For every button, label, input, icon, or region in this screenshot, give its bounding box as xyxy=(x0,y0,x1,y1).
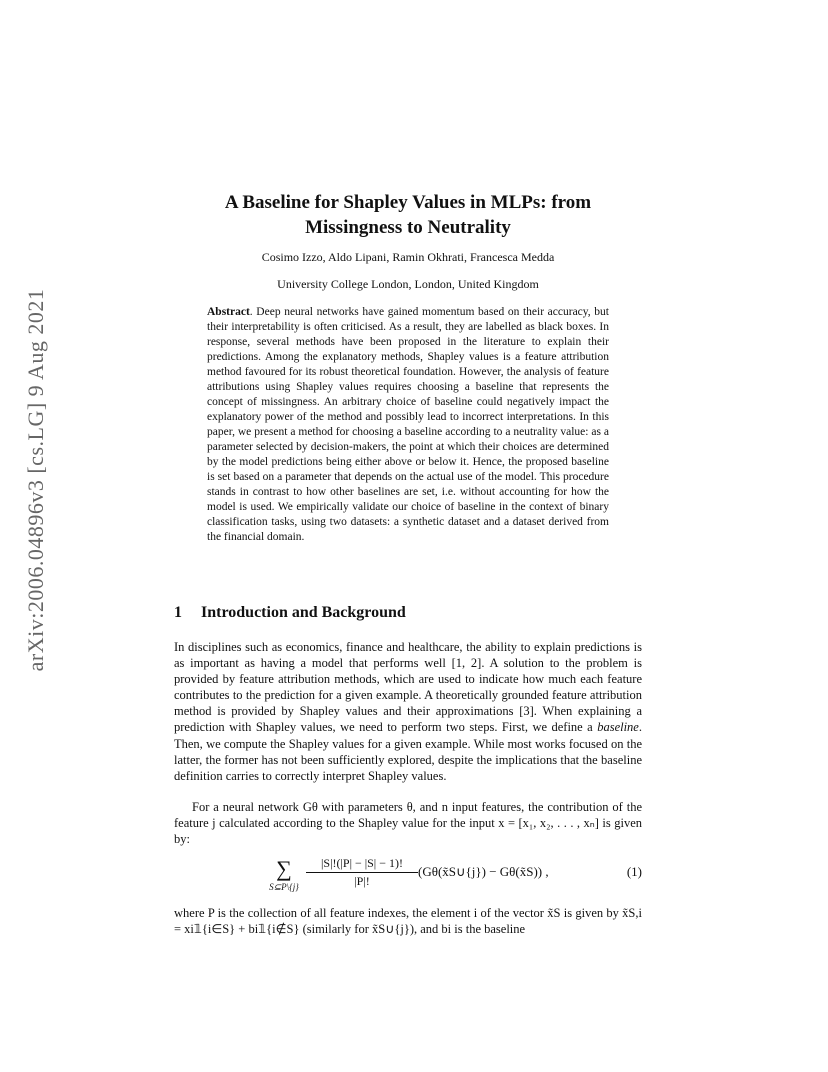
title-line-2: Missingness to Neutrality xyxy=(305,217,511,238)
abstract-label: Abstract xyxy=(207,306,250,318)
intro-paragraph-1 xyxy=(174,639,642,784)
fraction-denominator: |P|! xyxy=(354,874,370,888)
fraction xyxy=(306,856,418,889)
para1-emphasis: baseline xyxy=(597,720,639,735)
intro-paragraph-2: For a neural network Gθ with parameters θ, and n input features, the contribution of the feature j calculated according to the Shapley value for the input x = [x₁, x₂, . . . , xₙ] is given by: xyxy=(174,800,642,847)
intro-paragraph-3: where P is the collection of all feature indexes, the element i of the vector x̃S is given by x̃S,i = xi𝟙{i∈S} + bi𝟙{i∉S} (similarly for x̃S∪{j}), and bi is the baseline xyxy=(174,906,642,937)
shapley-equation xyxy=(254,850,642,900)
para1-text-a: In disciplines such as economics, finance and healthcare, the ability to explain predictions is as important as having a model that performs well [1, 2]. A solution to the problem is provided by feature attribution methods, which are used to indicate how much each feature contributes to the prediction for a given example. A theoretically grounded feature attribution method is provided by Shapley values and their approximations [3]. When explaining a prediction with Shapley values, we need to perform two steps. First, we define a xyxy=(174,640,642,735)
abstract xyxy=(207,305,609,545)
title-line-1: A Baseline for Shapley Values in MLPs: from xyxy=(224,192,592,213)
paper-title xyxy=(174,190,642,240)
summation xyxy=(254,858,314,893)
section-title: Introduction and Background xyxy=(201,604,406,621)
author-list: Cosimo Izzo, Aldo Lipani, Ramin Okhrati, Francesca Medda xyxy=(261,250,555,264)
para1-text-b: . Then, we compute the Shapley values for a given example. While most works focused on the latter, the former has not been sufficiently explored, despite the implications that the baseline definition carries to correctly interpret Shapley values. xyxy=(174,720,642,783)
equation-rhs: (Gθ(x̃S∪{j}) − Gθ(x̃S)) , xyxy=(418,864,549,879)
equation-number: (1) xyxy=(626,864,642,879)
fraction-numerator: |S|!(|P| − |S| − 1)! xyxy=(306,856,418,873)
section-heading xyxy=(174,604,406,622)
arxiv-identifier: arXiv:2006.04896v3 [cs.LG] 9 Aug 2021 xyxy=(23,288,48,672)
sum-symbol: ∑ xyxy=(276,856,292,881)
abstract-text: . Deep neural networks have gained momentum based on their accuracy, but their interpretability is often criticised. As a result, they are labelled as black boxes. In response, several methods have been proposed in the literature to explain their predictions. Among the explanatory methods, Shapley values is a feature attribution method favoured for its robust theoretical foundation. However, the analysis of feature attributions using Shapley values requires choosing a baseline that represents the concept of missingness. An arbitrary choice of baseline could negatively impact the explanatory power of the method and possibly lead to incorrect interpretations. In this paper, we present a method for choosing a baseline according to a neutrality value: as a parameter selected by decision-makers, the point at which their choices are determined by the model predictions being either above or below it. Hence, the proposed baseline is set based on a parameter that depends on the actual use of the model. This procedure stands in contrast to how other baselines are set, i.e. without accounting for how the model is used. We empirically validate our choice of baseline in the context of binary classification tasks, using two datasets: a synthetic dataset and a dataset derived from the financial domain. xyxy=(207,306,609,543)
sum-subscript: S⊆P\{j} xyxy=(269,882,299,892)
affiliation: University College London, London, United Kingdom xyxy=(277,277,539,291)
section-number: 1 xyxy=(174,604,182,621)
